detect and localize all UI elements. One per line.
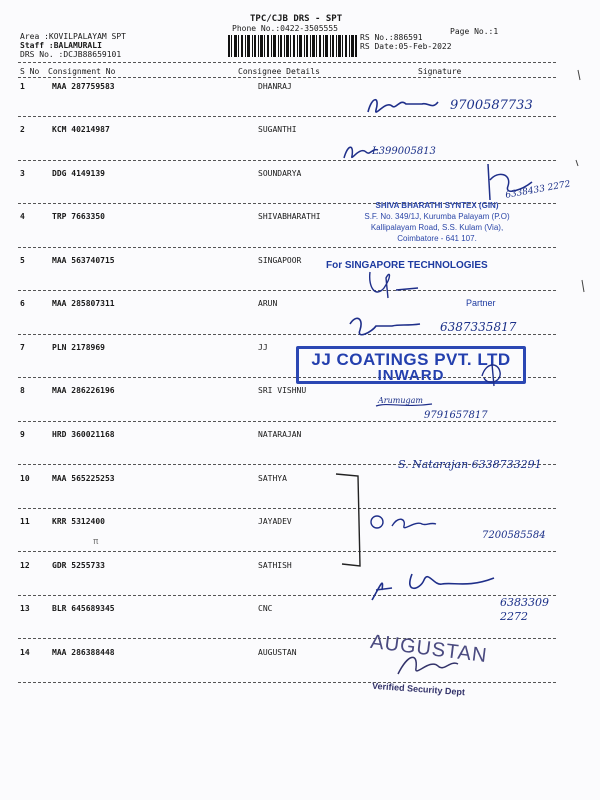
faint-mark: π — [93, 537, 99, 547]
row-consignment: BLR 645689345 — [52, 604, 115, 613]
row-sno: 5 — [20, 256, 25, 265]
singapore-stamp: For SINGAPORE TECHNOLOGIES — [326, 260, 488, 271]
table-row — [0, 299, 600, 319]
row-sno: 1 — [20, 82, 25, 91]
row-consignment: MAA 563740715 — [52, 256, 115, 265]
margin-marks — [572, 60, 592, 320]
table-row — [0, 430, 600, 450]
row-sno: 9 — [20, 430, 25, 439]
col-sno: S No — [20, 67, 40, 76]
row-consignment: PLN 2178969 — [52, 343, 105, 352]
divider — [18, 62, 556, 63]
stamp-line: Kallipalayam Road, S.S. Kulam (Via), — [370, 223, 504, 232]
row-consignment: HRD 360021168 — [52, 430, 115, 439]
divider — [18, 290, 556, 291]
table-row — [0, 125, 600, 145]
table-row — [0, 648, 600, 668]
area-label: Area :KOVILPALAYAM SPT — [20, 32, 126, 41]
row-sno: 6 — [20, 299, 25, 308]
handwritten-phone: L399005813 — [372, 146, 436, 157]
handwritten-phone: 9700587733 — [450, 98, 533, 113]
stamp-line: S.F. No. 349/1J, Kurumba Palayam (P.O) — [364, 212, 510, 221]
divider — [18, 421, 556, 422]
divider — [18, 682, 556, 683]
col-signature: Signature — [418, 67, 462, 76]
divider — [18, 116, 556, 117]
divider — [18, 551, 556, 552]
row-sno: 8 — [20, 386, 25, 395]
divider — [18, 334, 556, 335]
augustan-stamp: AUGUSTAN — [369, 630, 489, 668]
table-row — [0, 474, 600, 494]
company-stamp — [352, 200, 522, 244]
handwritten-note: S. Natarajan 6338733291 — [398, 458, 542, 471]
row-consignment: MAA 565225253 — [52, 474, 115, 483]
table-row — [0, 561, 600, 581]
signature-8 — [374, 400, 434, 410]
signature-5 — [362, 268, 422, 302]
divider — [18, 508, 556, 509]
row-consignee: SUGANTHI — [258, 125, 297, 134]
row-consignment: MAA 287759583 — [52, 82, 115, 91]
page-number: Page No.:1 — [450, 27, 499, 36]
handwritten-phone: 9791657817 — [424, 410, 488, 421]
signature-7 — [478, 358, 506, 388]
row-consignment: GDR 5255733 — [52, 561, 105, 570]
row-consignee: SOUNDARYA — [258, 169, 302, 178]
row-sno: 11 — [20, 517, 30, 526]
row-consignee: JJ — [258, 343, 268, 352]
partner-label: Partner — [466, 298, 496, 308]
stamp-line: Coimbatore - 641 107. — [397, 234, 477, 243]
row-consignment: MAA 286388448 — [52, 648, 115, 657]
row-consignee: SHIVABHARATHI — [258, 212, 321, 221]
divider — [18, 638, 556, 639]
divider — [18, 77, 556, 78]
divider — [18, 160, 556, 161]
row-sno: 2 — [20, 125, 25, 134]
signature-1 — [362, 92, 442, 122]
row-sno: 14 — [20, 648, 30, 657]
col-consignment: Consignment No — [48, 67, 116, 76]
handwritten-name: Arumugam — [378, 396, 423, 405]
phone-number: Phone No.:0422-3505555 — [232, 24, 338, 33]
signature-14 — [392, 648, 462, 682]
divider — [18, 247, 556, 248]
row-consignee: SRI VISHNU — [258, 386, 307, 395]
row-consignee: SINGAPOOR — [258, 256, 302, 265]
row-consignment: KRR 5312400 — [52, 517, 105, 526]
row-sno: 3 — [20, 169, 25, 178]
signature-11 — [368, 512, 438, 536]
stamp-line: JJ COATINGS PVT. LTD — [311, 350, 511, 369]
row-consignee: JAYADEV — [258, 517, 292, 526]
row-sno: 10 — [20, 474, 30, 483]
signature-13 — [368, 566, 498, 606]
row-consignment: MAA 286226196 — [52, 386, 115, 395]
stamp-line: INWARD — [377, 367, 445, 384]
row-consignment: MAA 285807311 — [52, 299, 115, 308]
rs-date: RS Date:05-Feb-2022 — [360, 42, 452, 51]
row-consignee: AUGUSTAN — [258, 648, 297, 657]
row-consignee: SATHISH — [258, 561, 292, 570]
staff-label: Staff :BALAMURALI — [20, 41, 102, 50]
barcode — [228, 35, 358, 57]
row-sno: 4 — [20, 212, 25, 221]
row-consignment: TRP 7663350 — [52, 212, 105, 221]
handwritten-phone: 7200585584 — [482, 530, 546, 541]
row-consignee: ARUN — [258, 299, 278, 308]
handwritten-phone: 6338433 2272 — [504, 179, 572, 201]
rs-number: RS No.:886591 — [360, 33, 423, 42]
row-sno: 12 — [20, 561, 30, 570]
handwritten-phone: 6383309 2272 — [500, 596, 549, 623]
verified-stamp: Verified Security Dept — [371, 680, 466, 698]
row-consignee: SATHYA — [258, 474, 287, 483]
row-consignment: DDG 4149139 — [52, 169, 105, 178]
stamp-line: SHIVA BHARATHI SYNTEX (GIN) — [375, 201, 499, 210]
row-sno: 13 — [20, 604, 30, 613]
table-row — [0, 256, 600, 276]
bracket — [332, 470, 366, 570]
table-row — [0, 386, 600, 406]
row-consignee: DHANRAJ — [258, 82, 292, 91]
row-sno: 7 — [20, 343, 25, 352]
col-consignee: Consignee Details — [238, 67, 320, 76]
drs-number: DRS No. :DCJB88659101 — [20, 50, 122, 59]
row-consignee: CNC — [258, 604, 273, 613]
document-title: TPC/CJB DRS - SPT — [250, 14, 343, 24]
row-consignment: KCM 40214987 — [52, 125, 110, 134]
handwritten-phone: 6387335817 — [440, 320, 517, 334]
row-consignee: NATARAJAN — [258, 430, 302, 439]
signature-6 — [346, 312, 426, 342]
